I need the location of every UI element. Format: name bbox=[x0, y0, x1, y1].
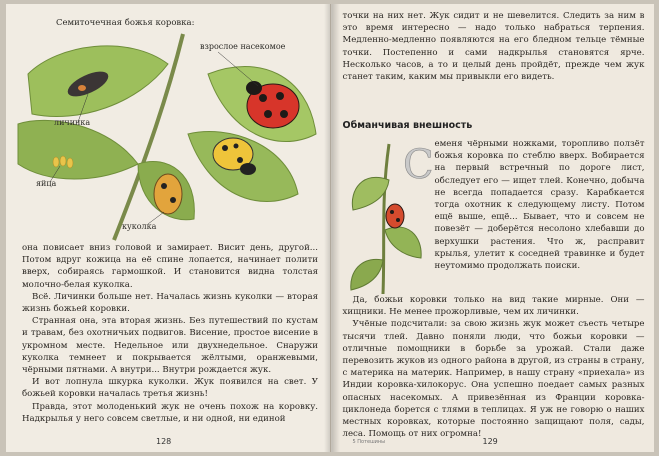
right-wrap-text bbox=[435, 138, 645, 272]
left-body-text bbox=[22, 242, 318, 425]
paragraph: Учёные подсчитали: за свою жизнь жук может съесть четыре тысячи тлей. Давно поняли люди, что божьи коровки — отличные помощники в борьбе за урожай. Стали даже перевозить жуков из одного района в другой, из страны в страну, с материка на материк. Например, в нашу страну «приехала» из Индии коровка-хилокорус. Она успешно поедает самых разных опасных насекомых. А привезённая из Франции коровка-циклонеда борется с тлями в теплицах. Я уж не говорю о наших местных коровках, которые постоянно защищают поля, сады, леса. Помощь от них огромна! bbox=[342, 319, 645, 440]
drop-cap-ladybug-drawing bbox=[343, 140, 434, 294]
paragraph: Всё. Личинки больше нет. Началась жизнь куколки — вторая жизнь божьей коровки. bbox=[22, 291, 318, 315]
paragraph: Странная она, эта вторая жизнь. Без путешествий по кустам и травам, без охотничьих подвигов. Висение, простое висение в укромном месте. Недельное или двухнедельное. Снаружи куколка темнеет и покрывается жёлтыми, оранжевыми, чёрными пятнами. А внутри... Внутри рождается жук. bbox=[22, 316, 318, 376]
section-heading: Обманчивая внешность bbox=[342, 120, 473, 131]
paragraph: Да, божьи коровки только на вид такие мирные. Они — хищники. Не менее прожорливые, чем их личинки. bbox=[342, 295, 645, 318]
label-adult: взрослое насекомое bbox=[200, 42, 286, 51]
right-bottom-text bbox=[343, 294, 645, 440]
right-top-text bbox=[343, 10, 645, 83]
paragraph: еменя чёрными ножками, торопливо ползёт божья коровка по стеблю вверх. Вобирается на первый встречный по дороге лист, обследует его — ищет тлей. Конечно, добыча не всегда попадается сразу. Карабкается тогда охотник к следующему листу. Потом ещё выше, ещё... Бывает, что и совсем не повезёт — доберётся несолоно хлебавши до верхушки растения. Что ж, расправит крылья, улетит к соседней травинке и будет неутомимо продолжать поиски. bbox=[434, 139, 645, 272]
drop-cap-letter: С bbox=[402, 142, 434, 188]
figure-title: Семиточечная божья коровка: bbox=[56, 18, 195, 28]
paragraph: Правда, этот молоденький жук не очень похож на коровку. Надкрылья у него совсем светлые, и ни одной, ни единой bbox=[22, 401, 318, 424]
label-pupa: куколка bbox=[122, 222, 157, 231]
right-page bbox=[331, 4, 655, 452]
left-page bbox=[6, 4, 331, 452]
book-gutter bbox=[324, 4, 340, 452]
page-number-left: 128 bbox=[156, 437, 172, 446]
label-larvae: личинка bbox=[54, 118, 91, 127]
book-spread bbox=[6, 4, 654, 452]
page-number-right: 129 bbox=[482, 437, 498, 446]
paragraph: она повисает вниз головой и замирает. Висит день, другой... Потом вдруг кожица на её спине лопается, начинает полити вверх, собираясь гармошкой. И становится видна толстая молочно-белая куколка. bbox=[22, 243, 318, 290]
running-footer: 5 Потешины bbox=[352, 439, 386, 445]
drop-cap-illustration bbox=[343, 140, 434, 294]
label-eggs: яйца bbox=[36, 179, 57, 188]
paragraph: точки на них нет. Жук сидит и не шевелится. Следить за ним в это время интересно — надо только набраться терпения. Медленно-медленно появляются на его бледном тельце тёмные точки. Постепенно и сами надкрылья становятся ярче. Несколько часов, а то и целый день пройдёт, прежде чем жук станет таким, каким мы привыкли его видеть. bbox=[342, 11, 645, 83]
paragraph: И вот лопнула шкурка куколки. Жук появился на свет. У божьей коровки началась третья жизнь! bbox=[22, 377, 318, 400]
ladybug-illustration bbox=[18, 14, 318, 242]
